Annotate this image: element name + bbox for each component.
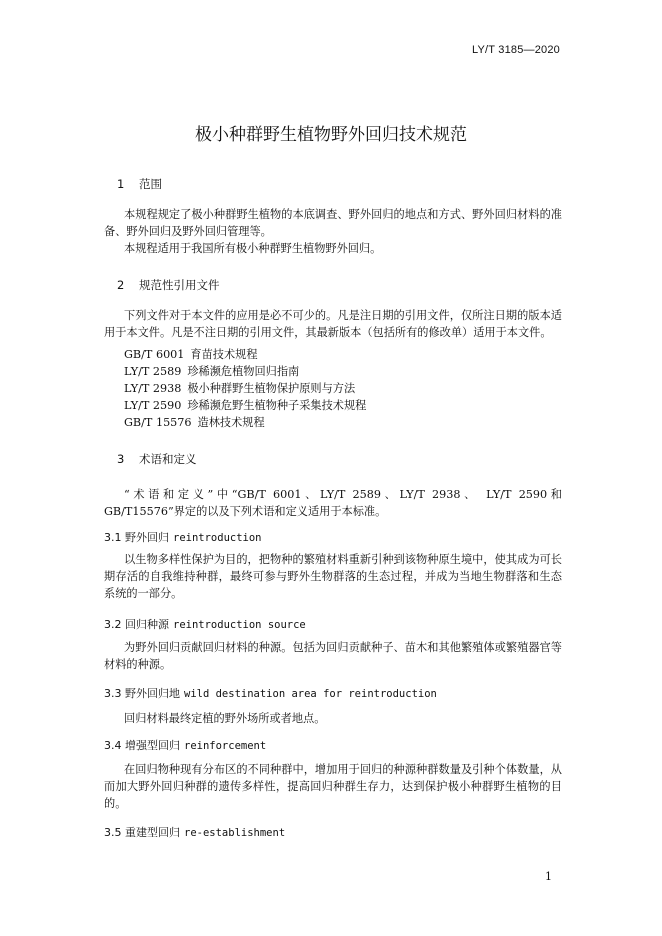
section-title: 术语和定义 — [139, 452, 197, 466]
term-zh: 重建型回归 — [125, 826, 180, 839]
section-title: 范围 — [139, 177, 162, 191]
term-number: 3.4 — [104, 739, 122, 752]
term-number: 3.1 — [104, 531, 122, 544]
standard-number: LY/T 3185—2020 — [471, 44, 560, 56]
term-heading — [104, 616, 306, 632]
term-zh: 野外回归 — [125, 531, 169, 544]
section-2-heading — [117, 277, 220, 293]
term-en: reintroduction — [173, 532, 262, 544]
reference-name: 珍稀濒危野生植物种子采集技术规程 — [187, 399, 367, 412]
term-heading — [104, 737, 266, 753]
term-number: 3.5 — [104, 826, 122, 839]
term-zh: 回归种源 — [125, 618, 169, 631]
section-1-paragraph: 本规程适用于我国所有极小种群野生植物野外回归。 — [124, 242, 382, 255]
term-en: wild destination area for reintroduction — [184, 688, 437, 700]
section-title: 规范性引用文件 — [139, 278, 220, 292]
reference-code: LY/T 2590 — [124, 399, 182, 412]
section-1-paragraph: 本规程规定了极小种群野生植物的本底调查、野外回归的地点和方式、野外回归材料的准备、野外回归及野外回归管理等。 — [104, 208, 562, 238]
term-zh: 野外回归地 — [125, 687, 180, 700]
term-definition: 为野外回归贡献回归材料的种源。包括为回归贡献种子、苗木和其他繁殖体或繁殖器官等材料的种源。 — [104, 641, 562, 671]
reference-item — [124, 363, 299, 379]
reference-name: 造林技术规程 — [197, 416, 265, 429]
document-title: 极小种群野生植物野外回归技术规范 — [195, 125, 467, 145]
reference-code: LY/T 2589 — [124, 365, 182, 378]
term-definition: 在回归物种现有分布区的不同种群中，增加用于回归的种源种群数量及引种个体数量，从而加大野外回归种群的遗传多样性，提高回归种群生存力，达到保护极小种群野生植物的目的。 — [104, 763, 562, 810]
term-en: reintroduction source — [173, 619, 306, 631]
term-zh: 增强型回归 — [125, 739, 180, 752]
section-number: 2 — [117, 278, 125, 292]
term-heading — [104, 529, 262, 545]
page-number: 1 — [545, 870, 552, 883]
reference-name: 珍稀濒危植物回归指南 — [187, 365, 300, 378]
reference-name: 极小种群野生植物保护原则与方法 — [187, 382, 356, 395]
reference-item — [124, 380, 355, 396]
reference-name: 育苗技术规程 — [190, 348, 258, 361]
term-definition: 以生物多样性保护为目的，把物种的繁殖材料重新引种到该物种原生境中，使其成为可长期存活的自我维持种群，最终可参与野外生物群落的生态过程，并成为当地生物群落和生态系统的一部分。 — [104, 553, 562, 600]
section-3-intro: “术语和定义”中“GB/T 6001、LY/T 2589、LY/T 2938、 LY/T 2590和GB/T15576”界定的以及下列术语和定义适用于本标准。 — [104, 488, 562, 518]
term-number: 3.3 — [104, 687, 122, 700]
term-heading — [104, 685, 437, 701]
section-number: 1 — [117, 177, 125, 191]
reference-code: GB/T 15576 — [124, 416, 192, 429]
term-en: reinforcement — [184, 740, 267, 752]
reference-item — [124, 414, 265, 430]
term-en: re-establishment — [184, 827, 286, 839]
section-3-heading — [117, 451, 197, 467]
reference-code: GB/T 6001 — [124, 348, 185, 361]
term-number: 3.2 — [104, 618, 122, 631]
section-2-paragraph: 下列文件对于本文件的应用是必不可少的。凡是注日期的引用文件，仅所注日期的版本适用于本文件。凡是不注日期的引用文件，其最新版本（包括所有的修改单）适用于本文件。 — [104, 309, 562, 339]
term-heading — [104, 824, 285, 840]
section-number: 3 — [117, 452, 125, 466]
reference-item — [124, 346, 258, 362]
reference-code: LY/T 2938 — [124, 382, 182, 395]
section-1-heading — [117, 176, 162, 192]
term-definition: 回归材料最终定植的野外场所或者地点。 — [124, 712, 326, 725]
reference-item — [124, 397, 366, 413]
